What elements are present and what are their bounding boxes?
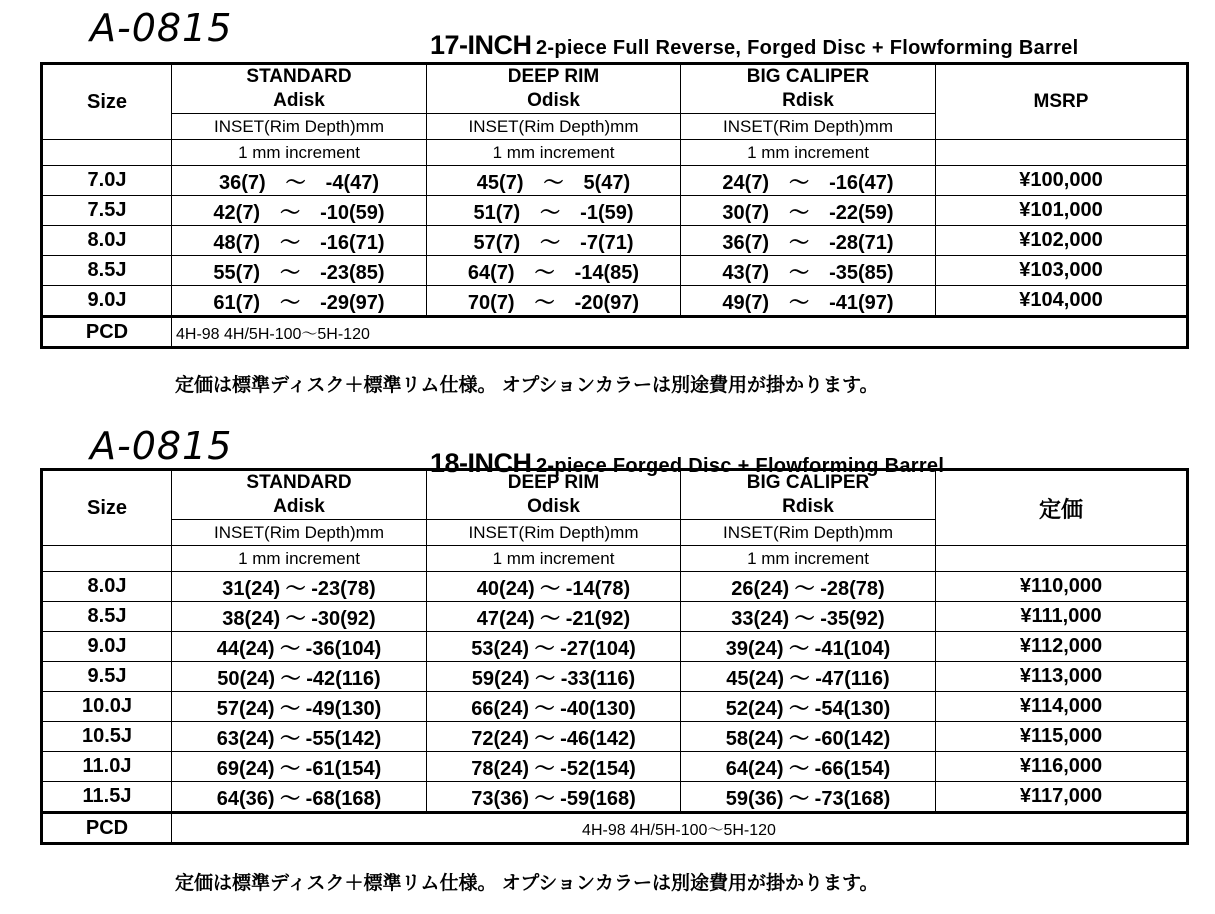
deep-rim-inset-cell: 40(24) ～ -14(78) — [427, 572, 681, 602]
blank-cell — [42, 546, 172, 572]
blank-cell — [936, 546, 1188, 572]
standard-header: STANDARD Adisk — [172, 470, 427, 520]
standard-header: STANDARD Adisk — [172, 64, 427, 114]
deep-rim-inset-cell: 51(7) ～ -1(59) — [427, 196, 681, 226]
standard-inset-cell: 38(24) ～ -30(92) — [172, 602, 427, 632]
pcd-label: PCD — [42, 813, 172, 844]
deep-rim-inset-cell: 59(24) ～ -33(116) — [427, 662, 681, 692]
pcd-label: PCD — [42, 317, 172, 348]
deep-rim-inset-cell: 53(24) ～ -27(104) — [427, 632, 681, 662]
big-caliper-inset-cell: 39(24) ～ -41(104) — [681, 632, 936, 662]
spec-table-17inch — [40, 62, 1189, 349]
size-cell: 9.0J — [42, 632, 172, 662]
table-row — [42, 256, 1188, 286]
table-row — [42, 752, 1188, 782]
standard-inset-cell: 55(7) ～ -23(85) — [172, 256, 427, 286]
inset-label: INSET(Rim Depth)mm — [172, 114, 427, 140]
table-subtitle — [430, 30, 1078, 61]
standard-inset-cell: 42(7) ～ -10(59) — [172, 196, 427, 226]
pcd-row — [42, 317, 1188, 348]
deep-rim-header: DEEP RIM Odisk — [427, 470, 681, 520]
inset-label: INSET(Rim Depth)mm — [427, 114, 681, 140]
deep-rim-inset-cell: 66(24) ～ -40(130) — [427, 692, 681, 722]
standard-inset-cell: 50(24) ～ -42(116) — [172, 662, 427, 692]
price-cell: ¥101,000 — [936, 196, 1188, 226]
table-row — [42, 226, 1188, 256]
table-row — [42, 722, 1188, 752]
big-caliper-inset-cell: 49(7) ～ -41(97) — [681, 286, 936, 317]
big-caliper-inset-cell: 24(7) ～ -16(47) — [681, 166, 936, 196]
size-cell: 9.5J — [42, 662, 172, 692]
increment-label: 1 mm increment — [172, 140, 427, 166]
size-cell: 9.0J — [42, 286, 172, 317]
standard-inset-cell: 31(24) ～ -23(78) — [172, 572, 427, 602]
table-row — [42, 196, 1188, 226]
pcd-value: 4H-98 4H/5H-100～5H-120 — [172, 813, 1188, 844]
table-row — [42, 632, 1188, 662]
price-cell: ¥111,000 — [936, 602, 1188, 632]
standard-inset-cell: 48(7) ～ -16(71) — [172, 226, 427, 256]
inch-label: 18-INCH — [430, 448, 532, 478]
inset-label: INSET(Rim Depth)mm — [427, 520, 681, 546]
inset-label: INSET(Rim Depth)mm — [681, 114, 936, 140]
increment-label: 1 mm increment — [681, 140, 936, 166]
big-caliper-inset-cell: 26(24) ～ -28(78) — [681, 572, 936, 602]
price-cell: ¥110,000 — [936, 572, 1188, 602]
deep-rim-inset-cell: 78(24) ～ -52(154) — [427, 752, 681, 782]
big-caliper-inset-cell: 52(24) ～ -54(130) — [681, 692, 936, 722]
pcd-row — [42, 813, 1188, 844]
price-header: MSRP — [936, 64, 1188, 140]
price-cell: ¥103,000 — [936, 256, 1188, 286]
price-note: 定価は標準ディスク＋標準リム仕様。 オプションカラーは別途費用が掛かります。 — [175, 873, 879, 894]
size-cell: 11.5J — [42, 782, 172, 813]
deep-rim-inset-cell: 64(7) ～ -14(85) — [427, 256, 681, 286]
big-caliper-inset-cell: 33(24) ～ -35(92) — [681, 602, 936, 632]
blank-cell — [42, 140, 172, 166]
big-caliper-inset-cell: 45(24) ～ -47(116) — [681, 662, 936, 692]
price-cell: ¥115,000 — [936, 722, 1188, 752]
table-row — [42, 166, 1188, 196]
construction-description: 2-piece Full Reverse, Forged Disc + Flowforming Barrel — [535, 37, 1079, 59]
blank-cell — [936, 140, 1188, 166]
size-cell: 8.5J — [42, 602, 172, 632]
price-note: 定価は標準ディスク＋標準リム仕様。 オプションカラーは別途費用が掛かります。 — [175, 375, 879, 396]
inset-label: INSET(Rim Depth)mm — [681, 520, 936, 546]
deep-rim-inset-cell: 57(7) ～ -7(71) — [427, 226, 681, 256]
size-cell: 8.0J — [42, 226, 172, 256]
model-title: A-0815 — [90, 424, 233, 468]
standard-inset-cell: 44(24) ～ -36(104) — [172, 632, 427, 662]
price-cell: ¥104,000 — [936, 286, 1188, 317]
size-cell: 8.0J — [42, 572, 172, 602]
big-caliper-inset-cell: 43(7) ～ -35(85) — [681, 256, 936, 286]
standard-inset-cell: 63(24) ～ -55(142) — [172, 722, 427, 752]
price-cell: ¥102,000 — [936, 226, 1188, 256]
deep-rim-inset-cell: 73(36) ～ -59(168) — [427, 782, 681, 813]
pcd-value: 4H-98 4H/5H-100～5H-120 — [172, 317, 1188, 348]
big-caliper-header: BIG CALIPER Rdisk — [681, 470, 936, 520]
price-cell: ¥100,000 — [936, 166, 1188, 196]
size-cell: 10.0J — [42, 692, 172, 722]
size-header: Size — [42, 470, 172, 546]
table-row — [42, 572, 1188, 602]
deep-rim-inset-cell: 72(24) ～ -46(142) — [427, 722, 681, 752]
standard-inset-cell: 64(36) ～ -68(168) — [172, 782, 427, 813]
table-row — [42, 602, 1188, 632]
size-cell: 11.0J — [42, 752, 172, 782]
table-row — [42, 692, 1188, 722]
big-caliper-inset-cell: 64(24) ～ -66(154) — [681, 752, 936, 782]
construction-description: 2-piece Forged Disc + Flowforming Barrel — [535, 455, 945, 477]
size-cell: 8.5J — [42, 256, 172, 286]
model-title: A-0815 — [90, 6, 233, 50]
big-caliper-inset-cell: 36(7) ～ -28(71) — [681, 226, 936, 256]
standard-inset-cell: 36(7) ～ -4(47) — [172, 166, 427, 196]
inset-label: INSET(Rim Depth)mm — [172, 520, 427, 546]
table-row — [42, 782, 1188, 813]
table-row — [42, 662, 1188, 692]
standard-inset-cell: 69(24) ～ -61(154) — [172, 752, 427, 782]
standard-inset-cell: 57(24) ～ -49(130) — [172, 692, 427, 722]
price-cell: ¥114,000 — [936, 692, 1188, 722]
deep-rim-inset-cell: 45(7) ～ 5(47) — [427, 166, 681, 196]
increment-label: 1 mm increment — [427, 140, 681, 166]
price-header: 定価 — [936, 470, 1188, 546]
size-cell: 7.0J — [42, 166, 172, 196]
increment-label: 1 mm increment — [681, 546, 936, 572]
big-caliper-inset-cell: 59(36) ～ -73(168) — [681, 782, 936, 813]
price-cell: ¥113,000 — [936, 662, 1188, 692]
table-row — [42, 286, 1188, 317]
deep-rim-header: DEEP RIM Odisk — [427, 64, 681, 114]
increment-label: 1 mm increment — [172, 546, 427, 572]
price-cell: ¥117,000 — [936, 782, 1188, 813]
standard-inset-cell: 61(7) ～ -29(97) — [172, 286, 427, 317]
big-caliper-inset-cell: 30(7) ～ -22(59) — [681, 196, 936, 226]
size-header: Size — [42, 64, 172, 140]
deep-rim-inset-cell: 47(24) ～ -21(92) — [427, 602, 681, 632]
size-cell: 7.5J — [42, 196, 172, 226]
inch-label: 17-INCH — [430, 30, 532, 60]
deep-rim-inset-cell: 70(7) ～ -20(97) — [427, 286, 681, 317]
big-caliper-header: BIG CALIPER Rdisk — [681, 64, 936, 114]
price-cell: ¥112,000 — [936, 632, 1188, 662]
size-cell: 10.5J — [42, 722, 172, 752]
spec-table-18inch — [40, 468, 1189, 845]
price-cell: ¥116,000 — [936, 752, 1188, 782]
increment-label: 1 mm increment — [427, 546, 681, 572]
big-caliper-inset-cell: 58(24) ～ -60(142) — [681, 722, 936, 752]
